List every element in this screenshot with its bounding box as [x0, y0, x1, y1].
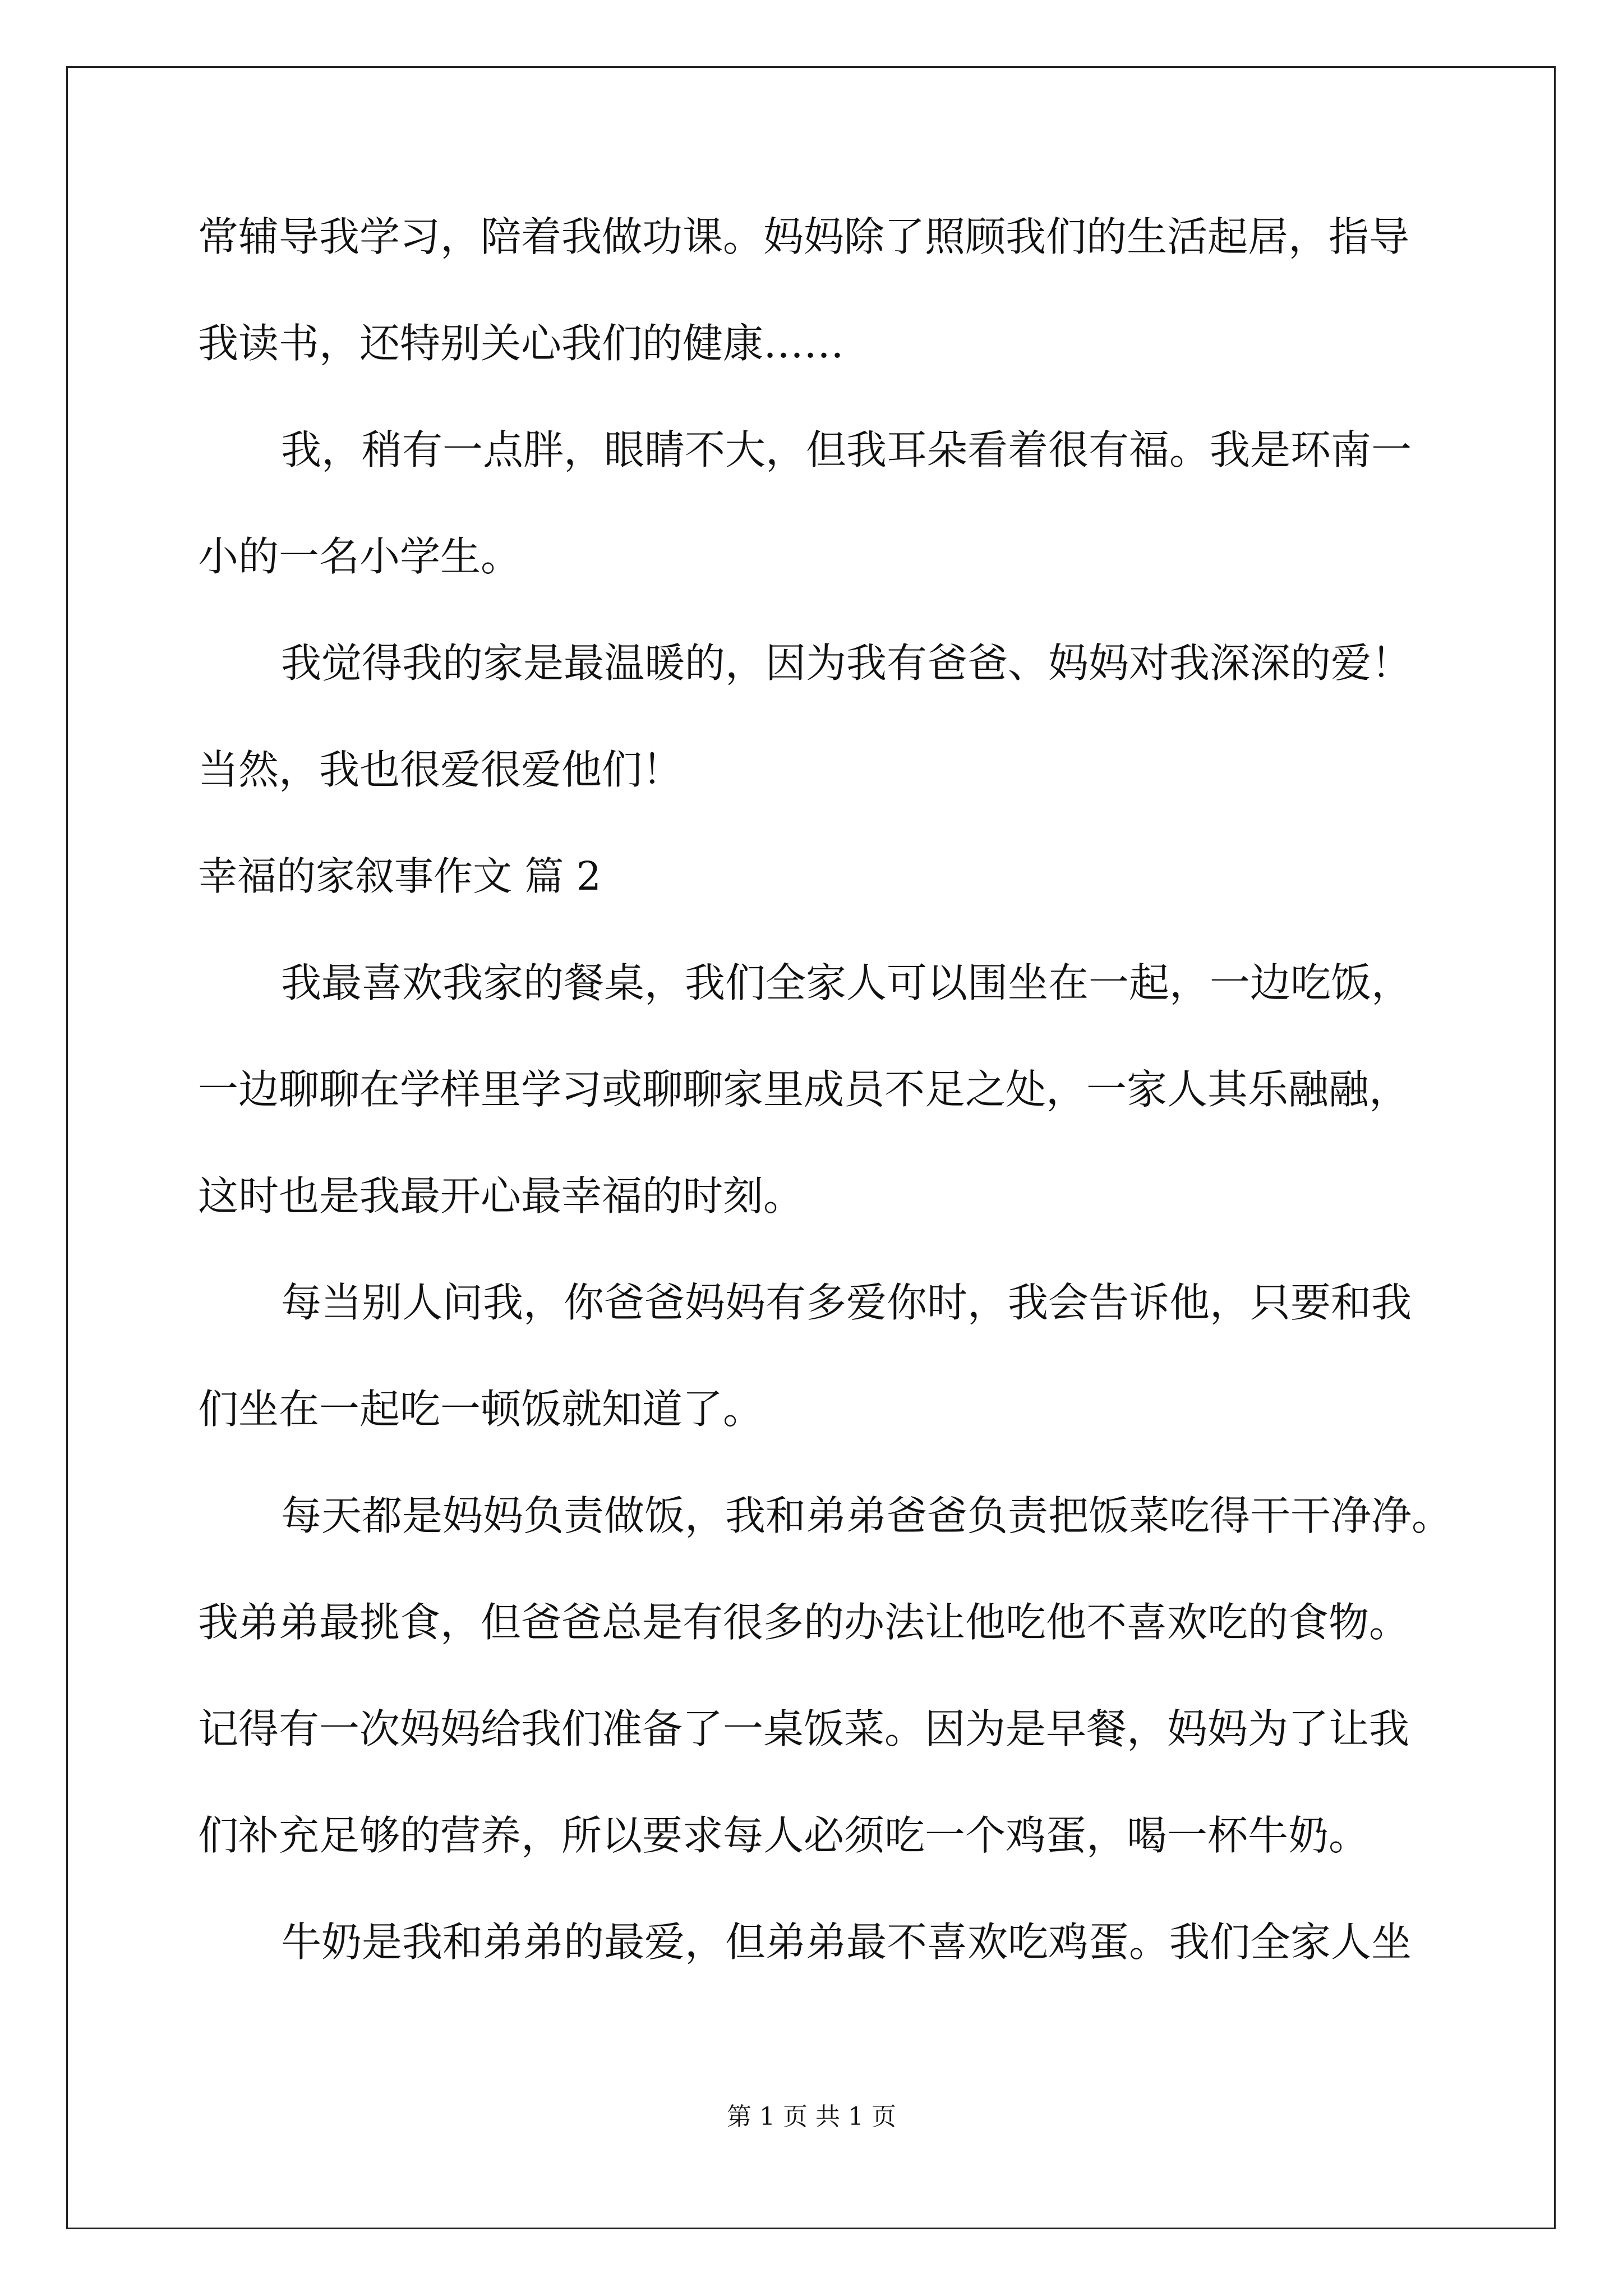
text-line: 我读书，还特别关心我们的健康……	[198, 320, 845, 367]
page-frame	[66, 66, 1556, 2229]
text-line: 我弟弟最挑食，但爸爸总是有很多的办法让他吃他不喜欢吃的食物。	[198, 1599, 1410, 1646]
text-line: 小的一名小学生。	[198, 533, 522, 580]
paragraph-start-line: 我觉得我的家是最温暖的，因为我有爸爸、妈妈对我深深的爱！	[281, 639, 1412, 687]
section-heading: 幸福的家叙事作文 篇 2	[198, 853, 602, 899]
paragraph-start-line: 每当别人问我，你爸爸妈妈有多爱你时，我会告诉他，只要和我	[281, 1279, 1412, 1326]
text-line: 这时也是我最开心最幸福的时刻。	[198, 1172, 804, 1220]
text-line: 记得有一次妈妈给我们准备了一桌饭菜。因为是早餐，妈妈为了让我	[198, 1705, 1410, 1752]
text-line: 们坐在一起吃一顿饭就知道了。	[198, 1386, 764, 1433]
text-line: 一边聊聊在学样里学习或聊聊家里成员不足之处，一家人其乐融融，	[198, 1066, 1410, 1113]
text-line: 们补充足够的营养，所以要求每人必须吃一个鸡蛋，喝一杯牛奶。	[198, 1812, 1370, 1859]
paragraph-start-line: 我，稍有一点胖，眼睛不大，但我耳朵看着很有福。我是环南一	[281, 426, 1412, 473]
paragraph-start-line: 每天都是妈妈负责做饭，我和弟弟爸爸负责把饭菜吃得干干净净。	[281, 1492, 1453, 1539]
paragraph-start-line: 我最喜欢我家的餐桌，我们全家人可以围坐在一起，一边吃饭，	[281, 959, 1412, 1006]
text-line: 当然，我也很爱很爱他们！	[198, 746, 683, 793]
paragraph-start-line: 牛奶是我和弟弟的最爱，但弟弟最不喜欢吃鸡蛋。我们全家人坐	[281, 1918, 1412, 1966]
page-footer: 第 1 页 共 1 页	[727, 2102, 896, 2131]
text-line: 常辅导我学习，陪着我做功课。妈妈除了照顾我们的生活起居，指导	[198, 213, 1410, 260]
